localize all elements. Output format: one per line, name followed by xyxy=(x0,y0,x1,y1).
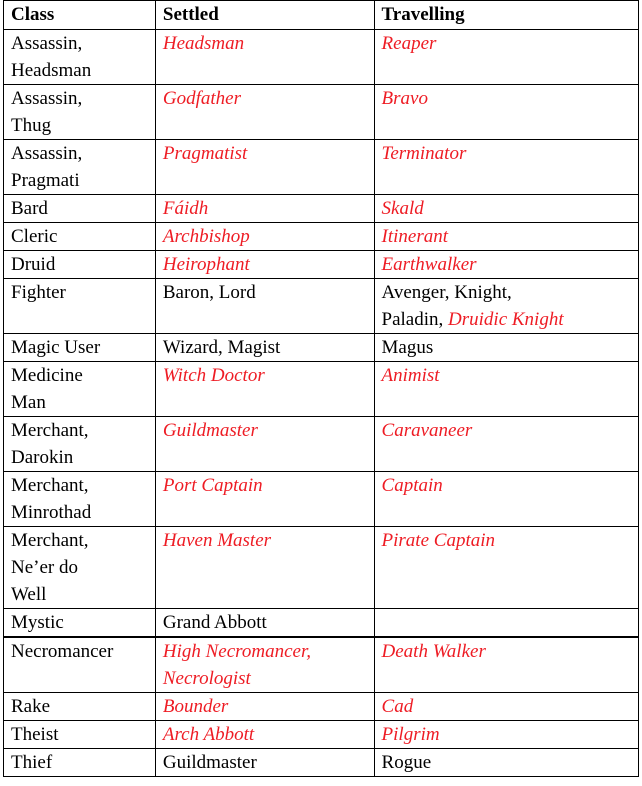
travelling-title: Paladin, xyxy=(381,309,449,330)
header-travelling: Travelling xyxy=(374,1,638,30)
class-name-line: Necromancer xyxy=(11,641,114,662)
travelling-title: Skald xyxy=(381,198,424,219)
settled-title: Archbishop xyxy=(162,226,250,247)
settled-title: Pragmatist xyxy=(162,143,248,164)
header-row xyxy=(4,1,639,30)
travelling-cell xyxy=(374,637,638,693)
class-name-line: Merchant, xyxy=(11,420,89,441)
class-name-line: Headsman xyxy=(11,60,92,81)
travelling-cell xyxy=(374,223,638,251)
settled-cell xyxy=(155,251,374,279)
travelling-title: Animist xyxy=(381,365,440,386)
table-row xyxy=(4,417,639,472)
travelling-title: Rogue xyxy=(381,752,432,773)
travelling-cell xyxy=(374,362,638,417)
table-row xyxy=(4,362,639,417)
table-header xyxy=(4,1,639,30)
class-name-line: Druid xyxy=(11,254,56,275)
table-row xyxy=(4,334,639,362)
travelling-title: Terminator xyxy=(381,143,467,164)
settled-cell xyxy=(155,140,374,195)
class-cell xyxy=(4,30,156,85)
settled-title: Baron, Lord xyxy=(162,282,256,303)
table-row xyxy=(4,749,639,777)
settled-title: Guildmaster xyxy=(162,420,258,441)
settled-title: Guildmaster xyxy=(162,752,257,773)
class-cell xyxy=(4,721,156,749)
class-cell xyxy=(4,223,156,251)
settled-title: Heirophant xyxy=(162,254,250,275)
travelling-cell xyxy=(374,609,638,638)
class-name-line: Assassin, xyxy=(11,143,83,164)
settled-cell xyxy=(155,637,374,693)
travelling-title: Cad xyxy=(381,696,414,717)
travelling-title: Earthwalker xyxy=(381,254,477,275)
class-cell xyxy=(4,279,156,334)
travelling-cell xyxy=(374,279,638,334)
settled-cell xyxy=(155,693,374,721)
settled-title: Necrologist xyxy=(162,668,251,689)
class-name-line: Rake xyxy=(11,696,51,717)
class-name-line: Thug xyxy=(11,115,52,136)
table-row xyxy=(4,609,639,638)
class-cell xyxy=(4,85,156,140)
class-cell xyxy=(4,362,156,417)
class-name-line: Cleric xyxy=(11,226,58,247)
travelling-cell xyxy=(374,527,638,609)
settled-title: Witch Doctor xyxy=(162,365,265,386)
class-cell xyxy=(4,609,156,638)
class-cell xyxy=(4,637,156,693)
class-name-line: Assassin, xyxy=(11,33,83,54)
class-cell xyxy=(4,527,156,609)
settled-title: Wizard, Magist xyxy=(162,337,281,358)
settled-cell xyxy=(155,85,374,140)
table-row xyxy=(4,251,639,279)
class-cell xyxy=(4,472,156,527)
class-name-line: Magic User xyxy=(11,337,101,358)
table-row xyxy=(4,721,639,749)
settled-cell xyxy=(155,417,374,472)
travelling-cell xyxy=(374,693,638,721)
travelling-title: Death Walker xyxy=(381,641,486,662)
class-name-line: Pragmati xyxy=(11,170,80,191)
class-cell xyxy=(4,749,156,777)
table-row xyxy=(4,223,639,251)
class-name-line: Fighter xyxy=(11,282,66,303)
settled-title: Grand Abbott xyxy=(162,612,267,633)
class-name-line: Ne’er do xyxy=(11,557,78,578)
class-cell xyxy=(4,334,156,362)
table-row xyxy=(4,85,639,140)
travelling-title: Captain xyxy=(381,475,443,496)
settled-cell xyxy=(155,362,374,417)
header-class: Class xyxy=(4,1,156,30)
header-settled: Settled xyxy=(155,1,374,30)
travelling-title: Pilgrim xyxy=(381,724,440,745)
table-row xyxy=(4,279,639,334)
travelling-title: Reaper xyxy=(381,33,437,54)
table-row xyxy=(4,527,639,609)
travelling-title: Itinerant xyxy=(381,226,449,247)
settled-cell xyxy=(155,30,374,85)
settled-cell xyxy=(155,609,374,638)
class-cell xyxy=(4,417,156,472)
travelling-title: Pirate Captain xyxy=(381,530,496,551)
class-name-line: Medicine xyxy=(11,365,83,386)
travelling-cell xyxy=(374,195,638,223)
table-row xyxy=(4,693,639,721)
class-name-line: Darokin xyxy=(11,447,74,468)
travelling-title: Caravaneer xyxy=(381,420,473,441)
class-name-line: Mystic xyxy=(11,612,64,633)
class-cell xyxy=(4,251,156,279)
table-row xyxy=(4,195,639,223)
table-body xyxy=(4,30,639,777)
travelling-cell xyxy=(374,30,638,85)
travelling-cell xyxy=(374,417,638,472)
settled-cell xyxy=(155,223,374,251)
class-name-line: Merchant, xyxy=(11,530,89,551)
settled-cell xyxy=(155,721,374,749)
class-name-line: Minrothad xyxy=(11,502,92,523)
settled-title: High Necromancer, xyxy=(162,641,311,662)
settled-title: Bounder xyxy=(162,696,229,717)
table-row xyxy=(4,30,639,85)
class-name-line: Well xyxy=(11,584,47,605)
settled-title: Port Captain xyxy=(162,475,263,496)
travelling-title: Avenger, Knight, xyxy=(381,282,512,303)
class-cell xyxy=(4,140,156,195)
travelling-cell xyxy=(374,85,638,140)
travelling-cell xyxy=(374,749,638,777)
table-row xyxy=(4,472,639,527)
settled-title: Godfather xyxy=(162,88,241,109)
settled-title: Fáidh xyxy=(162,198,209,219)
settled-cell xyxy=(155,279,374,334)
class-name-line: Man xyxy=(11,392,46,413)
settled-cell xyxy=(155,527,374,609)
travelling-title: Druidic Knight xyxy=(448,309,564,330)
travelling-cell xyxy=(374,472,638,527)
class-cell xyxy=(4,195,156,223)
class-name-line: Theist xyxy=(11,724,59,745)
class-name-line: Assassin, xyxy=(11,88,83,109)
class-name-line: Merchant, xyxy=(11,475,89,496)
settled-cell xyxy=(155,749,374,777)
travelling-cell xyxy=(374,334,638,362)
settled-cell xyxy=(155,472,374,527)
settled-title: Arch Abbott xyxy=(162,724,255,745)
travelling-title: Bravo xyxy=(381,88,428,109)
travelling-cell xyxy=(374,251,638,279)
class-name-line: Bard xyxy=(11,198,48,219)
settled-cell xyxy=(155,195,374,223)
travelling-cell xyxy=(374,721,638,749)
settled-title: Headsman xyxy=(162,33,245,54)
travelling-title: Magus xyxy=(381,337,434,358)
travelling-cell xyxy=(374,140,638,195)
class-name-line: Thief xyxy=(11,752,53,773)
class-title-table xyxy=(3,0,639,777)
settled-title: Haven Master xyxy=(162,530,272,551)
table-row xyxy=(4,637,639,693)
settled-cell xyxy=(155,334,374,362)
class-cell xyxy=(4,693,156,721)
table-row xyxy=(4,140,639,195)
